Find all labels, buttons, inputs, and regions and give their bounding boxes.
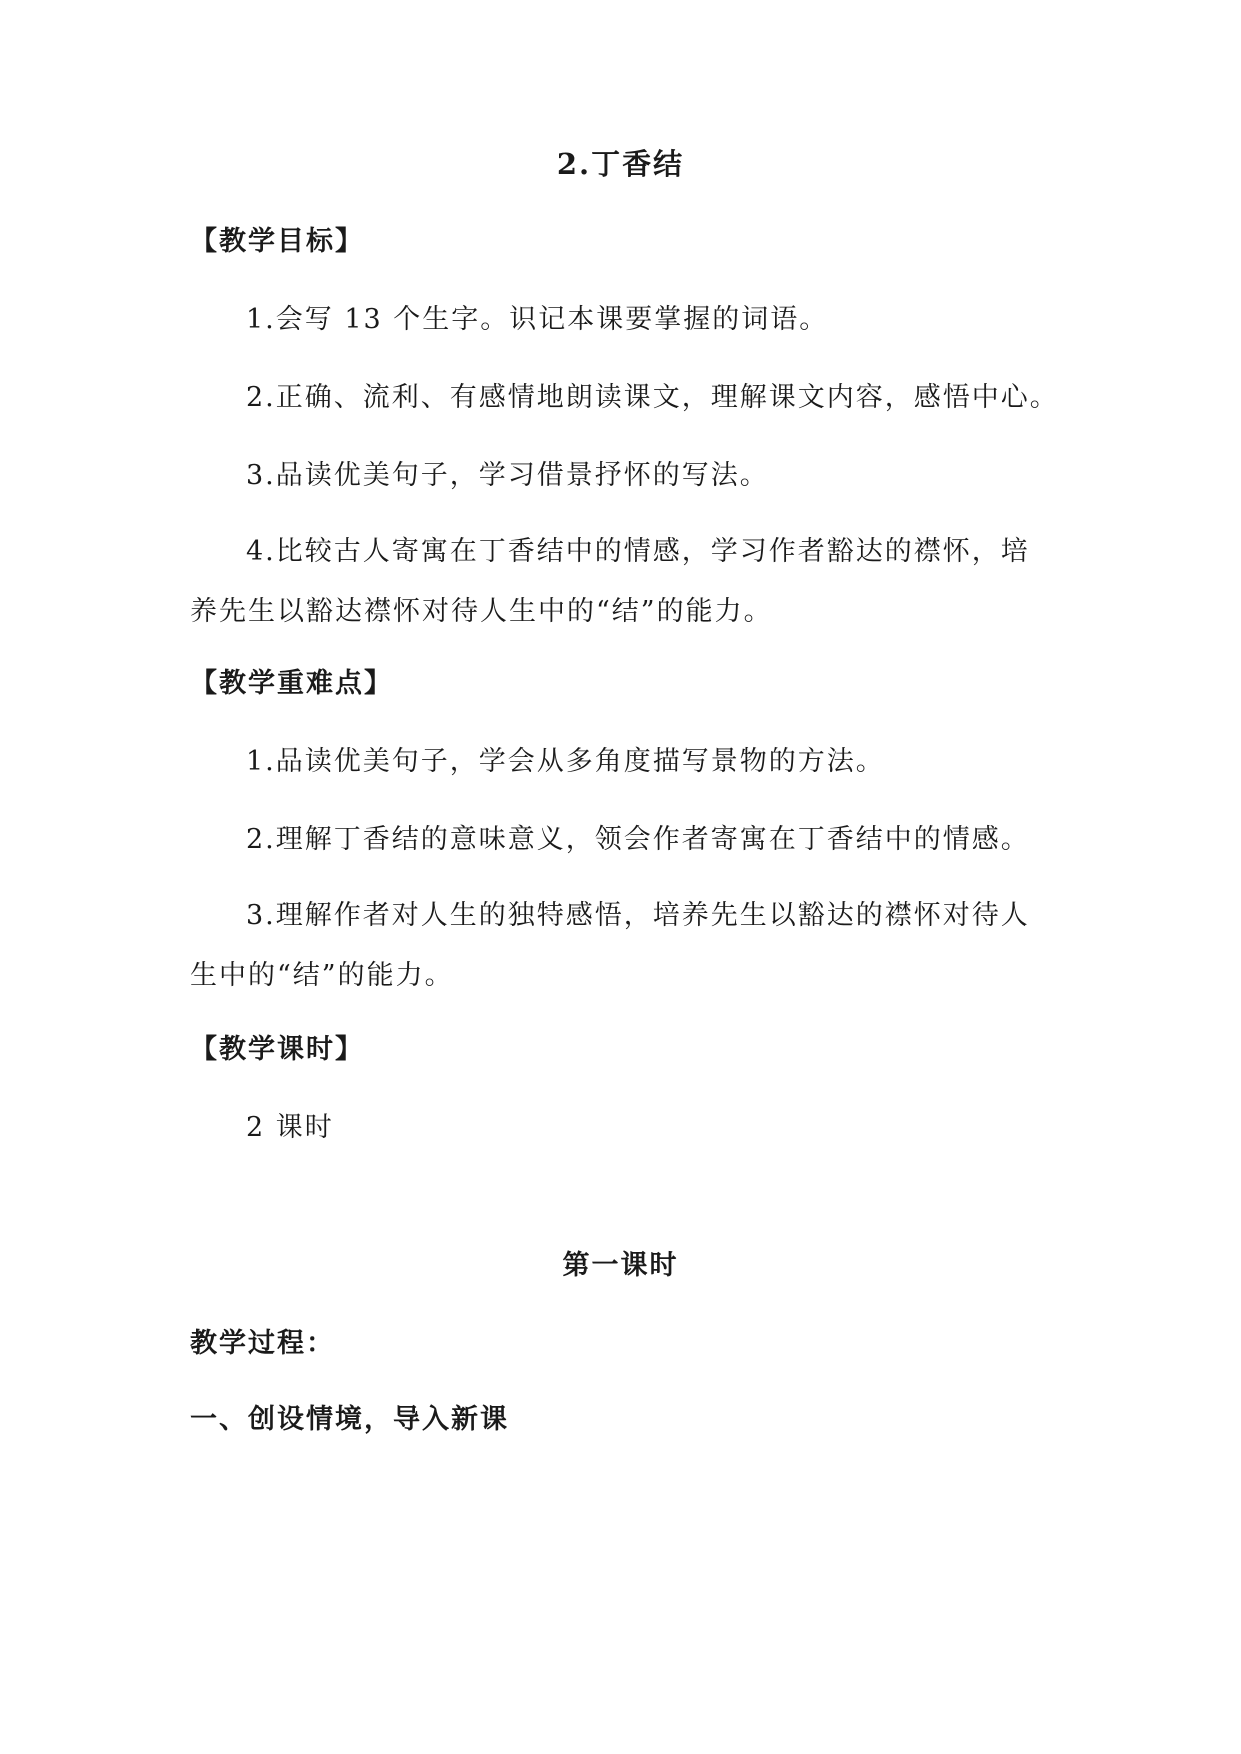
objective-item-4-continuation: 养先生以豁达襟怀对待人生中的“结”的能力。 bbox=[190, 596, 773, 627]
key-point-item-3-continuation: 生中的“结”的能力。 bbox=[190, 960, 454, 991]
key-point-item-1: 1.品读优美句子，学会从多角度描写景物的方法。 bbox=[246, 746, 885, 777]
process-label: 教学过程： bbox=[190, 1328, 335, 1359]
key-point-item-2: 2.理解丁香结的意味意义，领会作者寄寓在丁香结中的情感。 bbox=[246, 824, 1030, 855]
key-point-item-3: 3.理解作者对人生的独特感悟，培养先生以豁达的襟怀对待人 bbox=[246, 900, 1030, 931]
objective-item-1: 1.会写 13 个生字。识记本课要掌握的词语。 bbox=[246, 304, 829, 335]
objective-item-2: 2.正确、流利、有感情地朗读课文，理解课文内容，感悟中心。 bbox=[246, 382, 1059, 413]
objective-item-4: 4.比较古人寄寓在丁香结中的情感，学习作者豁达的襟怀，培 bbox=[246, 536, 1030, 567]
document-title: 2.丁香结 bbox=[556, 147, 685, 181]
step-one-heading: 一、创设情境，导入新课 bbox=[190, 1404, 509, 1435]
periods-value: 2 课时 bbox=[246, 1112, 334, 1143]
objective-item-3: 3.品读优美句子，学习借景抒怀的写法。 bbox=[246, 460, 769, 491]
section-heading-periods: 【教学课时】 bbox=[190, 1034, 364, 1065]
section-heading-key-points: 【教学重难点】 bbox=[190, 668, 393, 699]
lesson-one-title: 第一课时 bbox=[562, 1250, 679, 1281]
section-heading-objectives: 【教学目标】 bbox=[190, 226, 364, 257]
